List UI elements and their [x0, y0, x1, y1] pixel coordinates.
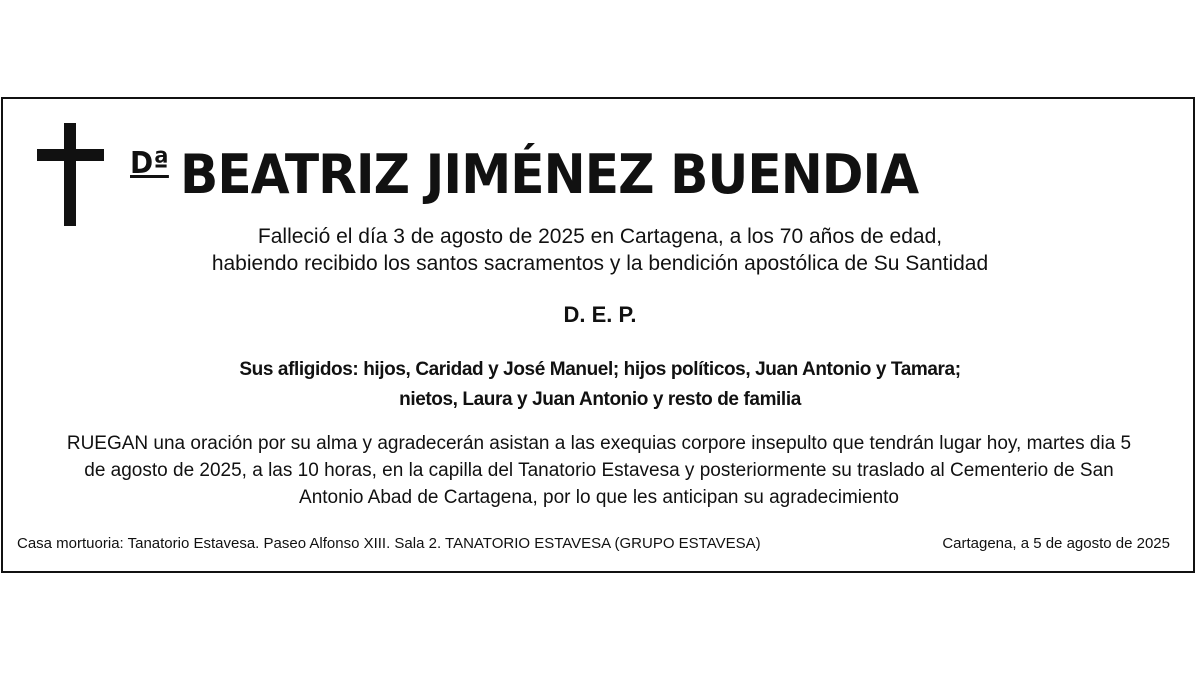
- honorific-prefix: Dª: [130, 146, 169, 181]
- death-details-line-1: Falleció el día 3 de agosto de 2025 en Cartagena, a los 70 años de edad,: [257, 225, 943, 248]
- funeral-home-info: Casa mortuoria: Tanatorio Estavesa. Paseo Alfonso XIII. Sala 2. TANATORIO ESTAVESA (GRUPO ESTAVESA): [17, 535, 761, 552]
- deceased-name: BEATRIZ JIMÉNEZ BUENDIA: [180, 143, 919, 206]
- latin-cross-icon: [37, 123, 104, 226]
- rest-in-peace-label: D. E. P.: [563, 302, 637, 327]
- mourners-line-2: nietos, Laura y Juan Antonio y resto de familia: [399, 389, 801, 410]
- place-and-date: Cartagena, a 5 de agosto de 2025: [942, 535, 1170, 552]
- cross-horizontal-bar: [37, 149, 104, 161]
- mourners-line-1: Sus afligidos: hijos, Caridad y José Manuel; hijos políticos, Juan Antonio y Tamara;: [239, 359, 961, 380]
- funeral-request-line-3: Antonio Abad de Cartagena, por lo que les anticipan su agradecimiento: [299, 487, 899, 508]
- deceased-name-heading: [130, 124, 1060, 215]
- death-details-line-2: habiendo recibido los santos sacramentos y la bendición apostólica de Su Santidad: [211, 252, 989, 275]
- funeral-request-line-2: de agosto de 2025, a las 10 horas, en la capilla del Tanatorio Estavesa y posteriormente su traslado al Cementerio de San: [84, 460, 1114, 481]
- funeral-request-line-1: RUEGAN una oración por su alma y agradecerán asistan a las exequias corpore insepulto que tendrán lugar hoy, martes dia 5: [66, 433, 1132, 454]
- cross-vertical-bar: [64, 123, 76, 226]
